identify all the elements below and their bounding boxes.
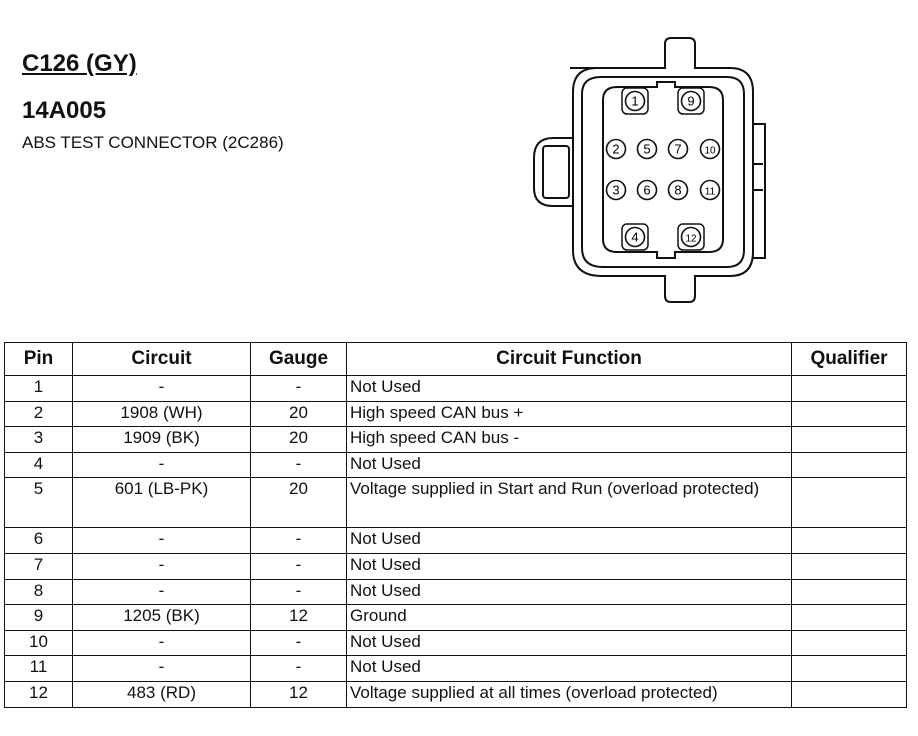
- function-cell: High speed CAN bus -: [347, 427, 792, 453]
- pin-label: 8: [674, 182, 682, 198]
- gauge-cell: -: [251, 528, 347, 554]
- qualifier-cell: [792, 605, 907, 631]
- right-ribs: [753, 124, 765, 258]
- pin-label: 6: [643, 182, 651, 198]
- left-clip-slot: [543, 146, 569, 198]
- gauge-cell: 20: [251, 427, 347, 453]
- table-row: [5, 630, 907, 656]
- function-cell: Not Used: [347, 452, 792, 478]
- circuit-cell: -: [73, 579, 251, 605]
- left-clip: [534, 138, 573, 206]
- circuit-cell: 601 (LB-PK): [73, 478, 251, 528]
- qualifier-cell: [792, 401, 907, 427]
- qualifier-cell: [792, 376, 907, 402]
- connector-pin: [607, 181, 626, 200]
- connector-description: ABS TEST CONNECTOR (2C286): [22, 133, 284, 152]
- function-cell: Not Used: [347, 630, 792, 656]
- pin-label: 10: [704, 145, 716, 157]
- pin-label: 1: [631, 93, 639, 109]
- circuit-cell: 1908 (WH): [73, 401, 251, 427]
- circuit-cell: 483 (RD): [73, 681, 251, 707]
- pin-cell: 11: [5, 656, 73, 682]
- table-header-row: [5, 343, 907, 376]
- connector-pin: [638, 140, 657, 159]
- pin-cell: 9: [5, 605, 73, 631]
- table-row: [5, 579, 907, 605]
- qualifier-cell: [792, 478, 907, 528]
- pin-label: 5: [643, 141, 651, 157]
- qualifier-cell: [792, 630, 907, 656]
- function-cell: Not Used: [347, 376, 792, 402]
- pin-cell: 6: [5, 528, 73, 554]
- header-gauge: Gauge: [251, 343, 347, 376]
- connector-pin: [701, 181, 720, 200]
- table-row: [5, 427, 907, 453]
- connector-pin: [669, 181, 688, 200]
- circuit-cell: -: [73, 452, 251, 478]
- pin-cavity: [603, 82, 723, 258]
- function-cell: Not Used: [347, 528, 792, 554]
- pin-label: 2: [612, 141, 620, 157]
- pin-cell: 2: [5, 401, 73, 427]
- circuit-cell: -: [73, 553, 251, 579]
- connector-face-icon: [525, 30, 775, 310]
- connector-pin: [638, 181, 657, 200]
- pinout-table: [4, 342, 907, 708]
- function-cell: Voltage supplied in Start and Run (overload protected): [347, 478, 792, 528]
- table-row: [5, 478, 907, 528]
- header-circuit-function: Circuit Function: [347, 343, 792, 376]
- gauge-cell: -: [251, 553, 347, 579]
- connector-pin: [622, 88, 648, 114]
- housing-inner-outline: [582, 77, 744, 267]
- table-row: [5, 376, 907, 402]
- connector-pin: [701, 140, 720, 159]
- table-row: [5, 656, 907, 682]
- table-row: [5, 605, 907, 631]
- header-qualifier: Qualifier: [792, 343, 907, 376]
- table-row: [5, 553, 907, 579]
- qualifier-cell: [792, 553, 907, 579]
- circuit-cell: -: [73, 528, 251, 554]
- pin-cell: 12: [5, 681, 73, 707]
- gauge-cell: 12: [251, 605, 347, 631]
- header-pin: Pin: [5, 343, 73, 376]
- function-cell: Not Used: [347, 656, 792, 682]
- pin-label: 11: [704, 186, 716, 198]
- function-cell: High speed CAN bus +: [347, 401, 792, 427]
- pin-label: 9: [687, 93, 695, 109]
- circuit-cell: 1909 (BK): [73, 427, 251, 453]
- gauge-cell: -: [251, 579, 347, 605]
- function-cell: Not Used: [347, 553, 792, 579]
- pin-cell: 3: [5, 427, 73, 453]
- qualifier-cell: [792, 579, 907, 605]
- header-circuit: Circuit: [73, 343, 251, 376]
- gauge-cell: -: [251, 656, 347, 682]
- gauge-cell: 12: [251, 681, 347, 707]
- qualifier-cell: [792, 656, 907, 682]
- table-row: [5, 681, 907, 707]
- pin-cell: 10: [5, 630, 73, 656]
- connector-pin: [669, 140, 688, 159]
- connector-id: C126 (GY): [22, 50, 137, 77]
- gauge-cell: -: [251, 452, 347, 478]
- gauge-cell: -: [251, 630, 347, 656]
- pin-cell: 8: [5, 579, 73, 605]
- qualifier-cell: [792, 427, 907, 453]
- pin-cell: 4: [5, 452, 73, 478]
- circuit-cell: -: [73, 376, 251, 402]
- table-row: [5, 401, 907, 427]
- pin-cell: 7: [5, 553, 73, 579]
- pin-label: 3: [612, 182, 620, 198]
- circuit-cell: -: [73, 656, 251, 682]
- function-cell: Ground: [347, 605, 792, 631]
- pin-cell: 1: [5, 376, 73, 402]
- pin-label: 4: [631, 229, 639, 245]
- qualifier-cell: [792, 528, 907, 554]
- part-number: 14A005: [22, 97, 107, 124]
- gauge-cell: 20: [251, 401, 347, 427]
- pin-layer: [607, 88, 720, 250]
- function-cell: Not Used: [347, 579, 792, 605]
- connector-pin: [678, 88, 704, 114]
- gauge-cell: 20: [251, 478, 347, 528]
- connector-pin: [607, 140, 626, 159]
- circuit-cell: 1205 (BK): [73, 605, 251, 631]
- table-row: [5, 452, 907, 478]
- pin-cell: 5: [5, 478, 73, 528]
- connector-pin: [622, 224, 648, 250]
- table-row: [5, 528, 907, 554]
- pin-label: 12: [685, 233, 697, 245]
- pin-label: 7: [674, 141, 682, 157]
- gauge-cell: -: [251, 376, 347, 402]
- circuit-cell: -: [73, 630, 251, 656]
- qualifier-cell: [792, 452, 907, 478]
- function-cell: Voltage supplied at all times (overload protected): [347, 681, 792, 707]
- connector-pin: [678, 224, 704, 250]
- qualifier-cell: [792, 681, 907, 707]
